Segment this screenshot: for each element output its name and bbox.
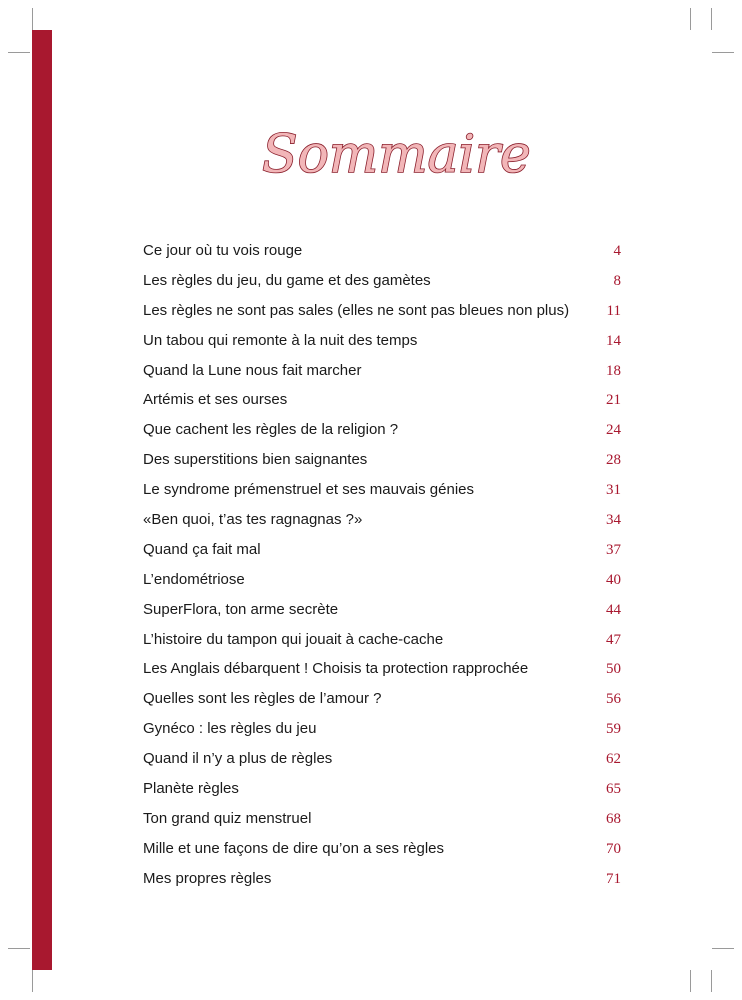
toc-entry-title: Quand ça fait mal (143, 540, 261, 558)
toc-entry-title: SuperFlora, ton arme secrète (143, 600, 339, 618)
toc-entry-page-number: 71 (606, 870, 621, 887)
spine-color-bar (32, 30, 52, 970)
crop-mark-top-left (32, 8, 33, 30)
toc-entry-title: Le syndrome prémenstruel et ses mauvais génies (143, 481, 474, 499)
toc-entry-title: Un tabou qui remonte à la nuit des temps (143, 331, 418, 349)
toc-entry-title: Les Anglais débarquent ! Choisis ta protection rapprochée (143, 660, 529, 678)
toc-entry (143, 505, 621, 535)
toc-entry (143, 864, 621, 894)
crop-mark-top-right (690, 8, 691, 30)
toc-entry-page-number: 62 (606, 751, 621, 768)
toc-entry-title: Les règles du jeu, du game et des gamètes (143, 271, 431, 289)
toc-entry (143, 296, 621, 326)
toc-entry (143, 236, 621, 266)
toc-entry-title: L’endométriose (143, 570, 245, 588)
toc-entry (143, 565, 621, 595)
toc-entry-title: Quelles sont les règles de l’amour ? (143, 690, 382, 708)
toc-entry-page-number: 65 (606, 781, 621, 798)
toc-entry-title: Mes propres règles (143, 869, 272, 887)
toc-entry-title: Des superstitions bien saignantes (143, 451, 368, 469)
crop-mark-top-right-h (712, 52, 734, 53)
toc-entry-page-number: 8 (613, 272, 621, 289)
toc-entry-page-number: 4 (613, 243, 621, 259)
toc-entry-page-number: 47 (606, 631, 621, 648)
toc-entry-page-number: 68 (606, 810, 621, 827)
toc-entry (143, 684, 621, 714)
toc-entry-page-number: 40 (606, 571, 621, 588)
toc-entry (143, 595, 621, 625)
crop-mark-top-left-h (8, 52, 30, 53)
crop-mark-bottom-right-2 (711, 970, 712, 992)
crop-mark-bottom-right-h (712, 948, 734, 949)
toc-entry-title: Planète règles (143, 780, 239, 798)
toc-entry-page-number: 18 (606, 362, 621, 379)
toc-entry (143, 385, 621, 415)
toc-entry (143, 834, 621, 864)
toc-entry-page-number: 56 (606, 691, 621, 708)
page-title-lettering (250, 100, 531, 200)
table-of-contents (143, 236, 621, 894)
toc-entry-title: Quand il n’y a plus de règles (143, 750, 333, 768)
crop-mark-bottom-left (32, 970, 33, 992)
toc-entry (143, 654, 621, 684)
toc-entry (143, 356, 621, 386)
toc-entry-title: Ce jour où tu vois rouge (143, 242, 303, 259)
toc-entry-title: Mille et une façons de dire qu’on a ses règles (143, 839, 445, 857)
crop-mark-bottom-left-h (8, 948, 30, 949)
page-title-text: Sommaire (262, 125, 531, 185)
toc-entry (143, 415, 621, 445)
page-title (250, 100, 531, 200)
toc-entry-page-number: 37 (606, 541, 621, 558)
toc-entry (143, 445, 621, 475)
toc-entry (143, 266, 621, 296)
toc-entry-title: Quand la Lune nous fait marcher (143, 361, 362, 379)
toc-entry-title: Que cachent les règles de la religion ? (143, 421, 399, 439)
toc-entry-page-number: 44 (606, 601, 621, 618)
toc-entry-page-number: 70 (606, 840, 621, 857)
toc-entry (143, 535, 621, 565)
toc-entry-title: Ton grand quiz menstruel (143, 809, 312, 827)
crop-mark-bottom-right (690, 970, 691, 992)
toc-entry-page-number: 50 (606, 661, 621, 678)
toc-entry-title: Artémis et ses ourses (143, 391, 288, 409)
toc-entry-page-number: 24 (606, 422, 621, 439)
toc-entry (143, 774, 621, 804)
toc-entry-page-number: 11 (606, 302, 621, 319)
toc-entry-page-number: 31 (606, 482, 621, 499)
toc-entry (143, 744, 621, 774)
toc-entry-title: Gynéco : les règles du jeu (143, 720, 317, 738)
toc-entry-page-number: 28 (606, 452, 621, 469)
toc-entry-page-number: 34 (606, 512, 621, 529)
crop-mark-top-right-2 (711, 8, 712, 30)
toc-entry-page-number: 59 (606, 721, 621, 738)
toc-entry-title: L’histoire du tampon qui jouait à cache-cache (143, 630, 444, 648)
toc-entry (143, 475, 621, 505)
toc-entry-page-number: 21 (606, 392, 621, 409)
toc-entry-page-number: 14 (606, 332, 621, 349)
toc-entry-title: «Ben quoi, t’as tes ragnagnas ?» (143, 511, 363, 529)
toc-entry (143, 804, 621, 834)
toc-entry (143, 625, 621, 655)
toc-entry (143, 714, 621, 744)
toc-entry (143, 326, 621, 356)
toc-entry-title: Les règles ne sont pas sales (elles ne sont pas bleues non plus) (143, 301, 570, 319)
